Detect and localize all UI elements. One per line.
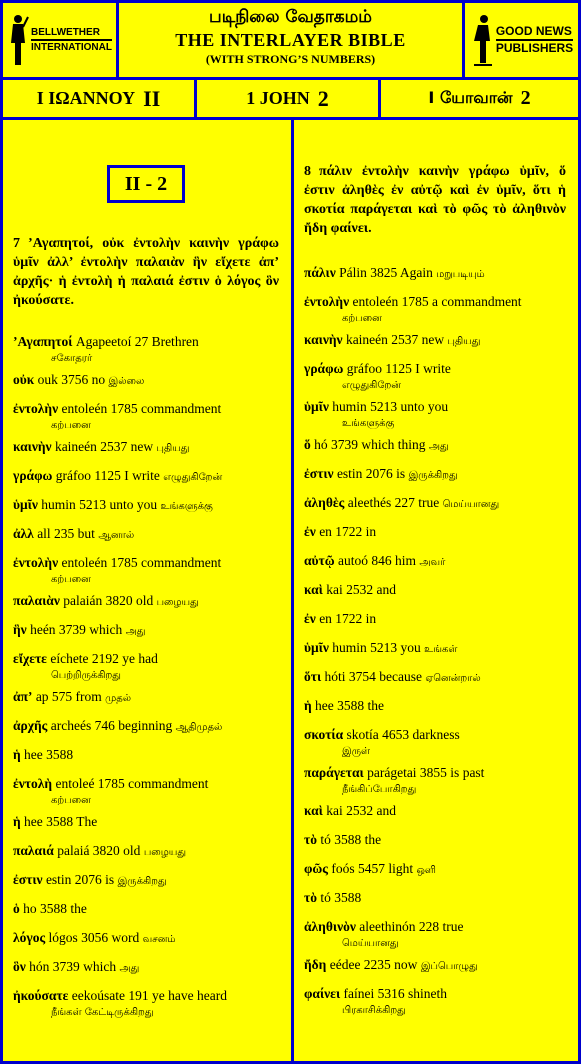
tamil-gloss: கற்பனை [342,313,382,324]
greek-word: καὶ [304,803,323,818]
greek-word: ἐν [304,611,316,626]
greek-word: τὸ [304,832,317,847]
word-entry [13,987,279,1021]
word-entry [304,639,566,658]
word-gloss: eíchete 2192 ye had [50,651,158,666]
word-gloss: kaineén 2537 new [54,439,154,454]
tamil-gloss: மெய்யானது [442,499,500,510]
greek-word: καινὴν [304,332,343,347]
tamil-gloss: கற்பனை [51,795,91,806]
word-gloss: foós 5457 light [331,861,414,876]
word-entry [304,860,566,879]
tamil-gloss: அவர் [419,557,446,568]
word-entry [13,775,279,809]
greek-word: σκοτία [304,727,344,742]
word-entry [13,746,279,765]
verse-7 [13,234,279,310]
word-gloss: en 1722 in [319,524,377,539]
word-gloss: Pálin 3825 Again [339,265,433,280]
word-entry [13,525,279,544]
greek-word: καινὴν [13,439,52,454]
tamil-gloss: எழுதுகிறேன் [342,380,401,391]
word-gloss: gráfoo 1125 I write [55,468,160,483]
tamil-gloss: ஆனால் [98,530,135,541]
tamil-gloss: உங்கள் [424,644,458,655]
verse-7-text: ’Αγαπητοί, οὐκ ἐντολὴν καινὴν γράφω ὑμῖν ἀλλ’ ἐντολὴν παλαιὰν ἣν εἴχετε ἀπ’ ἀρχῆς· ἡ ἐντολὴ ἡ παλαιά ἐστιν ὁ λόγος ὃν ἠκούσατε. [13,236,279,308]
title-block [116,0,465,80]
tamil-gloss: இல்லை [108,376,145,387]
greek-word: εἴχετε [13,651,47,666]
greek-word: αὐτῷ [304,553,335,568]
greek-word: ἡ [13,747,21,762]
page-subtitle: (WITH STRONG’S NUMBERS) [205,52,376,66]
book-greek-chapter: II [143,85,161,111]
greek-word: ὅ [304,437,311,452]
word-entry [13,592,279,611]
runner-icon [470,13,494,67]
greek-word: γράφω [13,468,53,483]
greek-word: ὑμῖν [304,399,329,414]
word-gloss: Agapeetoí 27 Brethren [75,334,199,349]
word-gloss: eekoúsate 191 ye have heard [71,988,227,1003]
chapter-label: II - 2 [107,165,185,203]
greek-word: ἡ [13,814,21,829]
greek-word: ἠκούσατε [13,988,69,1003]
word-gloss: entoleén 1785 commandment [61,555,222,570]
greek-word: ἐντολὴν [13,401,59,416]
greek-word: ὑμῖν [13,497,38,512]
book-tamil-name: I யோவான் [428,88,513,107]
tamil-gloss: நீங்கிப்போகிறது [342,784,417,795]
tamil-gloss: வசனம் [142,934,176,945]
word-gloss: hóti 3754 because [324,669,423,684]
tamil-gloss: அது [125,626,146,637]
word-entry [304,436,566,455]
word-gloss: all 235 but [37,526,95,541]
greek-word: ἐστιν [304,466,334,481]
word-entry [13,650,279,684]
word-gloss: parágetai 3855 is past [367,765,485,780]
tamil-gloss: இருள் [342,746,371,757]
greek-word: ἀρχῆς [13,718,48,733]
word-gloss: entoleén 1785 a commandment [352,294,522,309]
tamil-gloss: உங்களுக்கு [160,501,213,512]
tamil-gloss: இப்பொழுது [420,961,478,972]
word-gloss: aleethinón 228 true [359,919,464,934]
book-greek-name: I ΙΩΑΝΝΟΥ [36,88,136,108]
word-gloss: ap 575 from [35,689,102,704]
greek-word: φῶς [304,861,328,876]
greek-word: ἣν [13,622,27,637]
greek-word: ἐντολὴ [13,776,53,791]
word-entry [304,985,566,1019]
word-entry [13,371,279,390]
tamil-gloss: ஒளி [416,865,436,876]
title-tamil: படிநிலை வேதாகமம் [209,7,372,27]
word-gloss: kaineén 2537 new [345,332,445,347]
book-english-name: 1 JOHN [246,88,310,108]
word-gloss: aleethés 227 true [347,495,440,510]
tamil-gloss: பழையது [156,597,199,608]
tamil-gloss: கற்பனை [51,574,91,585]
word-entry [304,581,566,600]
good-news-logo [462,0,581,80]
greek-word: λόγος [13,930,46,945]
word-gloss: hón 3739 which [29,959,117,974]
right-logo-line1: GOOD NEWS [496,24,573,41]
tamil-gloss: கற்பனை [51,420,91,431]
word-gloss: eédee 2235 now [329,957,418,972]
tamil-gloss: ஆதிமுதல் [175,722,223,733]
bellwether-logo [0,0,119,80]
word-entry [304,956,566,975]
tamil-gloss: இருக்கிறது [117,876,167,887]
book-tamil [378,77,581,120]
word-entry [304,293,566,327]
word-entry [304,610,566,629]
tamil-gloss: மறுபடியும் [436,269,485,280]
word-gloss: palaián 3820 old [63,593,154,608]
word-entry [13,813,279,832]
tamil-gloss: புதியது [447,336,481,347]
word-entry [13,496,279,515]
greek-word: παλαιὰν [13,593,60,608]
tamil-gloss: நீங்கள் கேட்டிருக்கிறது [51,1007,154,1018]
word-gloss: hee 3588 The [24,814,98,829]
greek-word: ἀπ’ [13,689,33,704]
tamil-gloss: ஏனென்றால் [425,673,481,684]
word-gloss: gráfoo 1125 I write [346,361,451,376]
word-entry [13,900,279,919]
word-gloss: en 1722 in [319,611,377,626]
word-entry [304,889,566,908]
word-gloss: entoleén 1785 commandment [61,401,222,416]
word-entry [13,333,279,367]
greek-word: ἐντολὴν [304,294,350,309]
word-gloss: hee 3588 [24,747,74,762]
verse-8-number: 8 [304,164,311,179]
word-gloss: archeés 746 beginning [50,718,173,733]
greek-word: πάλιν [304,265,336,280]
word-gloss: heén 3739 which [30,622,123,637]
tamil-gloss: பெற்றிருக்கிறது [51,670,121,681]
word-entry [304,831,566,850]
greek-word: παράγεται [304,765,364,780]
greek-word: ἀλλ [13,526,34,541]
word-entry [304,668,566,687]
book-english [194,77,381,120]
greek-word: ὑμῖν [304,640,329,655]
figure-icon [7,13,29,67]
tamil-gloss: பழையது [143,847,187,858]
tamil-gloss: புதியது [156,443,190,454]
greek-word: ἀληθὲς [304,495,345,510]
greek-word: οὐκ [13,372,35,387]
tamil-gloss: அது [428,441,449,452]
word-gloss: ho 3588 the [23,901,87,916]
word-entry [304,726,566,760]
verse-7-number: 7 [13,236,20,251]
word-entry [304,398,566,432]
greek-word: ὅτι [304,669,322,684]
tamil-gloss: உங்களுக்கு [342,418,395,429]
left-word-list [13,333,279,1025]
word-gloss: estin 2076 is [336,466,406,481]
word-gloss: tó 3588 [320,890,362,905]
word-gloss: ouk 3756 no [37,372,106,387]
left-column [0,117,294,1064]
tamil-gloss: முதல் [105,693,132,704]
right-word-list [304,264,566,1023]
right-column [291,117,581,1064]
word-gloss: lógos 3056 word [48,930,140,945]
word-gloss: hó 3739 which thing [314,437,426,452]
word-entry [13,929,279,948]
word-entry [304,331,566,350]
tamil-gloss: எழுதுகிறேன் [163,472,223,483]
left-logo-line1: BELLWETHER [31,26,112,41]
word-entry [13,871,279,890]
word-gloss: hee 3588 the [315,698,385,713]
book-tamil-chapter: 2 [520,87,531,109]
greek-word: ἀληθινὸν [304,919,356,934]
word-gloss: kai 2532 and [326,582,396,597]
word-entry [13,717,279,736]
word-entry [13,467,279,486]
word-entry [13,621,279,640]
greek-word: ἐντολὴν [13,555,59,570]
greek-word: ἐν [304,524,316,539]
word-gloss: autoó 846 him [338,553,417,568]
word-gloss: faínei 5316 shineth [343,986,447,1001]
word-entry [304,697,566,716]
word-gloss: skotía 4653 darkness [346,727,460,742]
word-entry [304,918,566,952]
word-entry [13,400,279,434]
book-greek [0,77,197,120]
word-entry [304,264,566,283]
word-entry [304,764,566,798]
greek-word: καὶ [304,582,323,597]
greek-word: φαίνει [304,986,341,1001]
word-entry [13,842,279,861]
greek-word: ἐστιν [13,872,43,887]
page-title: THE INTERLAYER BIBLE [175,30,406,50]
greek-word: ’Αγαπητοί [13,334,73,349]
tamil-gloss: பிரகாசிக்கிறது [342,1005,406,1016]
word-gloss: palaiá 3820 old [57,843,141,858]
greek-word: ὃν [13,959,26,974]
word-entry [13,438,279,457]
tamil-gloss: சகோதரர் [51,353,93,364]
tamil-gloss: மெய்யானது [342,938,399,949]
verse-8 [304,162,566,238]
word-gloss: tó 3588 the [320,832,382,847]
greek-word: ὁ [13,901,20,916]
word-gloss: humin 5213 unto you [41,497,158,512]
greek-word: ἡ [304,698,312,713]
book-english-chapter: 2 [317,85,329,111]
word-gloss: humin 5213 unto you [332,399,449,414]
greek-word: ἤδη [304,957,327,972]
greek-word: γράφω [304,361,344,376]
word-entry [13,958,279,977]
word-gloss: humin 5213 you [332,640,421,655]
verse-8-text: πάλιν ἐντολὴν καινὴν γράφω ὑμῖν, ὅ ἐστιν ἀληθὲς ἐν αὐτῷ καὶ ἐν ὑμῖν, ὅτι ἡ σκοτία παράγεται καὶ τὸ φῶς τὸ ἀληθινὸν ἤδη φαίνει. [304,164,566,236]
tamil-gloss: அது [119,963,140,974]
word-entry [304,494,566,513]
right-logo-line2: PUBLISHERS [495,41,574,55]
word-gloss: kai 2532 and [326,803,396,818]
greek-word: παλαιά [13,843,54,858]
word-entry [304,465,566,484]
word-entry [304,802,566,821]
word-entry [13,554,279,588]
word-gloss: entoleé 1785 commandment [55,776,209,791]
word-entry [13,688,279,707]
tamil-gloss: இருக்கிறது [408,470,458,481]
left-logo-line2: INTERNATIONAL [31,42,112,53]
word-entry [304,360,566,394]
word-gloss: estin 2076 is [45,872,115,887]
word-entry [304,552,566,571]
greek-word: τὸ [304,890,317,905]
word-entry [304,523,566,542]
